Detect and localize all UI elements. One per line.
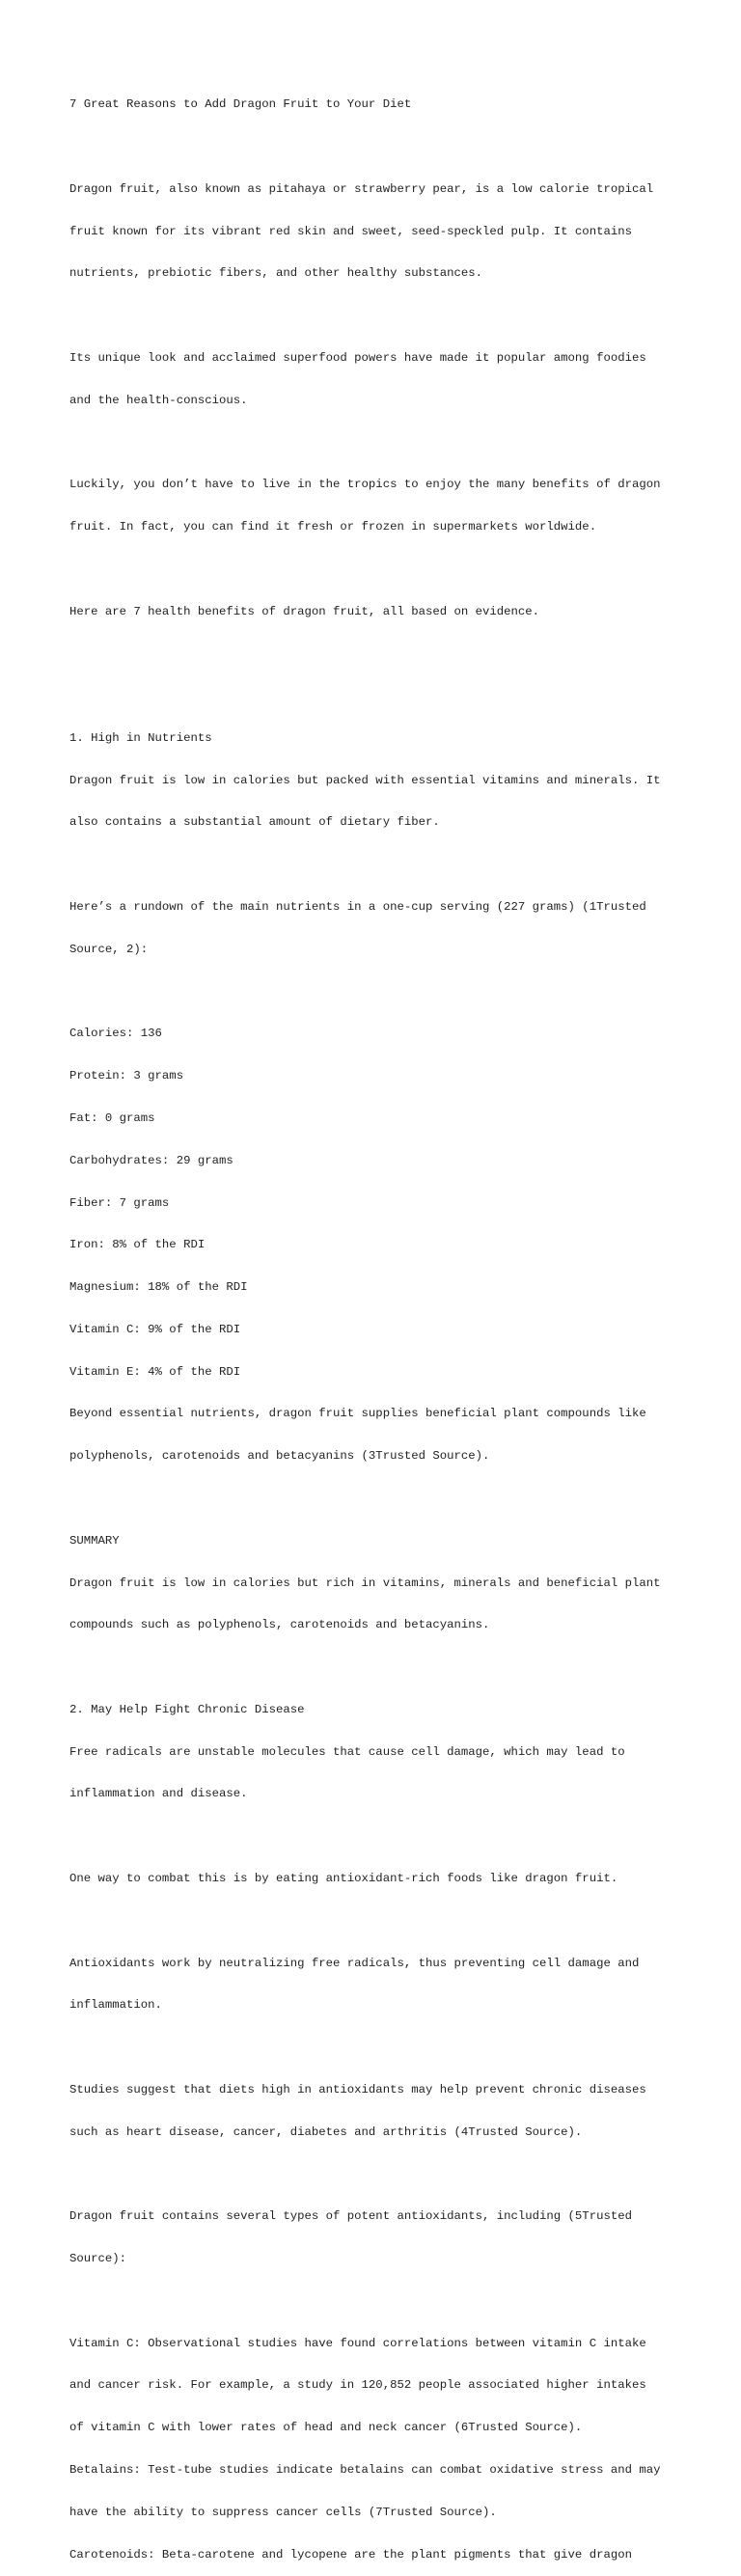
paragraph-line: and the health-conscious. bbox=[69, 393, 248, 407]
nutrient-list-item: Iron: 8% of the RDI bbox=[69, 1238, 206, 1252]
nutrient-list-item: Magnesium: 18% of the RDI bbox=[69, 1280, 248, 1295]
blank-line bbox=[69, 1492, 706, 1506]
paragraph-line: Studies suggest that diets high in antioxidants may help prevent chronic diseases bbox=[69, 2082, 646, 2096]
paragraph-line: inflammation. bbox=[69, 1998, 162, 2013]
paragraph-line: Source): bbox=[69, 2252, 127, 2266]
blank-line bbox=[69, 2294, 706, 2309]
paragraph-line: Dragon fruit contains several types of potent antioxidants, including (5Trusted bbox=[69, 2209, 632, 2224]
nutrient-list-item: Calories: 136 bbox=[69, 1027, 162, 1041]
nutrient-list-item: Carbohydrates: 29 grams bbox=[69, 1153, 233, 1167]
blank-line bbox=[69, 140, 706, 154]
paragraph-line: fruit known for its vibrant red skin and sweet, seed-speckled pulp. It contains bbox=[69, 224, 632, 238]
paragraph-line: Dragon fruit is low in calories but rich in vitamins, minerals and beneficial plant bbox=[69, 1576, 661, 1590]
paragraph-line: compounds such as polyphenols, carotenoids and betacyanins. bbox=[69, 1618, 490, 1632]
paragraph-line: Antioxidants work by neutralizing free radicals, thus preventing cell damage and bbox=[69, 1956, 640, 1970]
nutrient-list-item: Fiber: 7 grams bbox=[69, 1195, 170, 1210]
paragraph-line: Dragon fruit, also known as pitahaya or strawberry pear, is a low calorie tropical bbox=[69, 181, 654, 196]
section-heading: 2. May Help Fight Chronic Disease bbox=[69, 1702, 305, 1716]
paragraph-line: such as heart disease, cancer, diabetes and arthritis (4Trusted Source). bbox=[69, 2124, 583, 2139]
paragraph-line: Its unique look and acclaimed superfood powers have made it popular among foodies bbox=[69, 350, 646, 365]
nutrient-list-item: Fat: 0 grams bbox=[69, 1110, 155, 1125]
paragraph-line: inflammation and disease. bbox=[69, 1787, 248, 1801]
paragraph-line: also contains a substantial amount of dietary fiber. bbox=[69, 815, 440, 830]
paragraph-line: nutrients, prebiotic fibers, and other healthy substances. bbox=[69, 266, 483, 281]
blank-line bbox=[69, 646, 706, 661]
blank-line bbox=[69, 689, 706, 703]
paragraph-line: fruit. In fact, you can find it fresh or frozen in supermarkets worldwide. bbox=[69, 520, 597, 534]
antioxidant-list-item: Vitamin C: Observational studies have found correlations between vitamin C intake bbox=[69, 2336, 646, 2350]
paragraph-line: Luckily, you don’t have to live in the tropics to enjoy the many benefits of dragon bbox=[69, 478, 661, 492]
nutrient-list-item: Vitamin C: 9% of the RDI bbox=[69, 1322, 241, 1336]
blank-line bbox=[69, 858, 706, 872]
paragraph-line: Source, 2): bbox=[69, 942, 149, 956]
blank-line bbox=[69, 1660, 706, 1675]
section-heading: 1. High in Nutrients bbox=[69, 730, 212, 745]
blank-line bbox=[69, 1914, 706, 1929]
blank-line bbox=[69, 309, 706, 323]
paragraph-line: Free radicals are unstable molecules that cause cell damage, which may lead to bbox=[69, 1744, 625, 1759]
antioxidant-list-item: of vitamin C with lower rates of head and neck cancer (6Trusted Source). bbox=[69, 2421, 583, 2435]
blank-line bbox=[69, 985, 706, 1000]
summary-heading: SUMMARY bbox=[69, 1533, 120, 1548]
blank-line bbox=[69, 435, 706, 450]
antioxidant-list-item: have the ability to suppress cancer cells (7Trusted Source). bbox=[69, 2505, 497, 2519]
blank-line bbox=[69, 2167, 706, 2181]
antioxidant-list-item: and cancer risk. For example, a study in 120,852 people associated higher intakes bbox=[69, 2378, 646, 2393]
paragraph-line: One way to combat this is by eating antioxidant-rich foods like dragon fruit. bbox=[69, 1872, 618, 1885]
blank-line bbox=[69, 562, 706, 577]
paragraph-line: Beyond essential nutrients, dragon fruit supplies beneficial plant compounds like bbox=[69, 1407, 646, 1421]
blank-line bbox=[69, 1829, 706, 1844]
paragraph-line: polyphenols, carotenoids and betacyanins (3Trusted Source). bbox=[69, 1449, 490, 1464]
antioxidant-list-item: Carotenoids: Beta-carotene and lycopene are the plant pigments that give dragon bbox=[69, 2547, 632, 2562]
paragraph-line: Here’s a rundown of the main nutrients in a one-cup serving (227 grams) (1Trusted bbox=[69, 900, 646, 915]
nutrient-list-item: Protein: 3 grams bbox=[69, 1069, 184, 1083]
document-title: 7 Great Reasons to Add Dragon Fruit to Your Diet bbox=[69, 97, 412, 112]
blank-line bbox=[69, 2041, 706, 2055]
antioxidant-list-item: Betalains: Test-tube studies indicate betalains can combat oxidative stress and may bbox=[69, 2462, 661, 2477]
nutrient-list-item: Vitamin E: 4% of the RDI bbox=[69, 1364, 241, 1379]
document-body bbox=[69, 69, 706, 2576]
paragraph-line: Dragon fruit is low in calories but packed with essential vitamins and minerals. It bbox=[69, 773, 661, 787]
paragraph-line: Here are 7 health benefits of dragon fruit, all based on evidence. bbox=[69, 604, 540, 618]
